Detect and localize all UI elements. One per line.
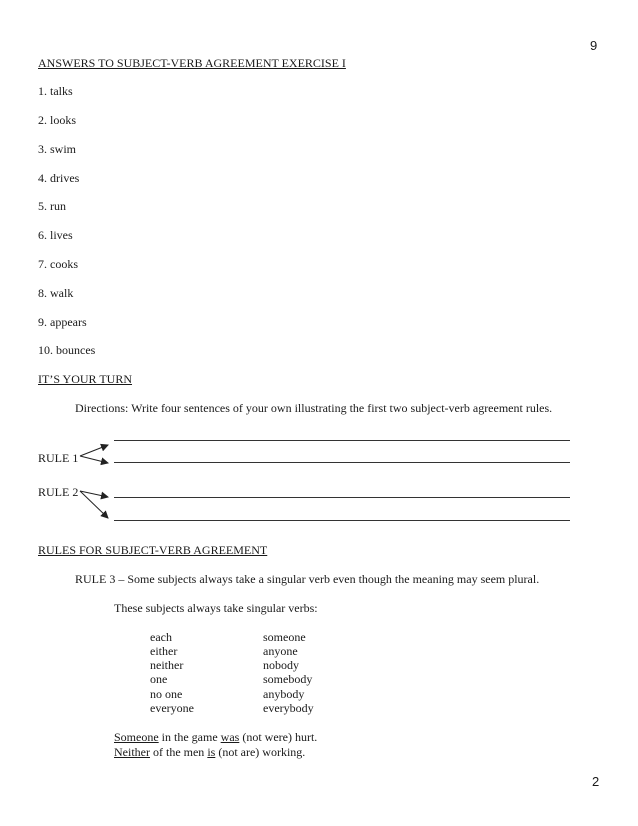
subject-word: nobody [263,658,299,672]
subject-word: anyone [263,644,298,658]
example1-rest: (not were) hurt. [239,730,318,744]
example2-verb: is [207,745,216,759]
rule2-arrow-up [80,491,108,497]
rule1-arrow-up [80,445,108,456]
rule1-arrow-down [80,456,108,463]
answer-item: 9. appears [38,315,87,329]
example2-rest: (not are) working. [215,745,306,759]
rule2-label: RULE 2 [38,485,79,499]
subject-word: either [150,644,178,658]
subject-word: each [150,630,172,644]
answers-heading: ANSWERS TO SUBJECT-VERB AGREEMENT EXERCISE I [38,56,346,70]
answer-item: 1. talks [38,84,73,98]
answer-item: 3. swim [38,142,77,156]
rule1-label: RULE 1 [38,451,79,465]
subject-word: neither [150,658,184,672]
answer-item: 2. looks [38,113,77,127]
example1-verb: was [220,730,240,744]
your-turn-heading: IT’S YOUR TURN [38,372,133,386]
rule3-text: RULE 3 – Some subjects always take a singular verb even though the meaning may seem plural. [75,572,540,586]
rules-heading: RULES FOR SUBJECT-VERB AGREEMENT [38,543,268,557]
example2-middle: of the men [149,745,208,759]
subject-word: no one [150,687,183,701]
example1-subject: Someone [114,730,159,744]
answer-item: 10. bounces [38,343,96,357]
example2-subject: Neither [114,745,150,759]
answer-item: 8. walk [38,286,74,300]
subject-word: somebody [263,672,313,686]
subject-word: one [150,672,168,686]
page-number-bottom: 2 [592,774,600,789]
rule3-intro: These subjects always take singular verbs: [114,601,318,615]
example1-middle: in the game [158,730,221,744]
subject-word: everyone [150,701,194,715]
subject-word: someone [263,630,306,644]
example-sentence-1 [114,730,317,745]
directions-text: Directions: Write four sentences of your own illustrating the first two subject-verb agreement rules. [75,401,553,415]
rule2-arrow-down [80,491,108,518]
answer-item: 7. cooks [38,257,78,271]
subject-word: everybody [263,701,314,715]
answer-item: 6. lives [38,228,73,242]
answer-item: 4. drives [38,171,80,185]
subject-word: anybody [263,687,305,701]
example-sentence-2 [114,745,305,760]
answer-item: 5. run [38,199,66,213]
page-number-top: 9 [590,38,598,53]
